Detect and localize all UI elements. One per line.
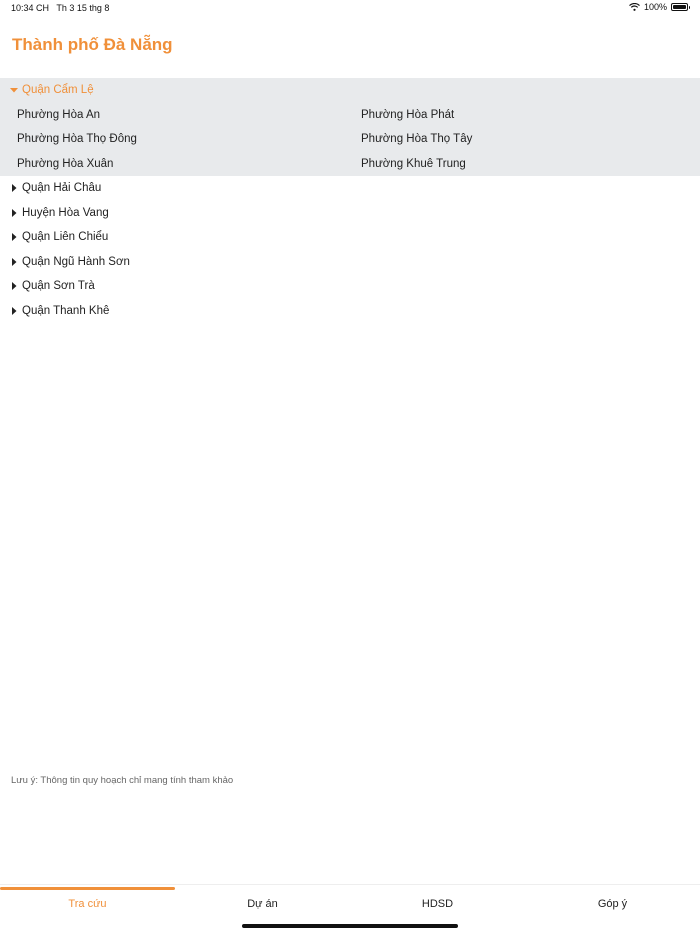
district-label: Quận Liên Chiểu <box>22 231 109 244</box>
district-tree <box>0 78 700 323</box>
status-bar <box>0 0 700 16</box>
district-label: Huyện Hòa Vang <box>22 206 109 219</box>
battery-percent: 100% <box>643 2 667 12</box>
tab-gop-y[interactable]: Góp ý <box>597 898 628 910</box>
tab-hdsd[interactable]: HDSD <box>421 898 454 910</box>
district-row[interactable] <box>0 274 700 299</box>
district-row[interactable] <box>0 225 700 250</box>
district-row-cam-le[interactable] <box>0 78 700 103</box>
district-label: Quận Cẩm Lệ <box>22 84 94 97</box>
ward-item[interactable]: Phường Khuê Trung <box>361 157 466 170</box>
ward-grid <box>0 103 700 177</box>
ward-item[interactable]: Phường Hòa Phát <box>361 108 455 121</box>
ward-item[interactable]: Phường Hòa Xuân <box>17 157 114 170</box>
caret-right-icon <box>10 209 18 217</box>
district-label: Quận Sơn Trà <box>22 280 95 293</box>
district-row[interactable] <box>0 176 700 201</box>
clock: 10:34 CH <box>11 3 50 13</box>
tab-tra-cuu[interactable]: Tra cứu <box>0 885 175 934</box>
tab-du-an[interactable]: Dự án <box>247 898 278 910</box>
disclaimer-note: Lưu ý: Thông tin quy hoạch chỉ mang tính tham khảo <box>11 775 234 786</box>
wifi-icon <box>629 3 640 11</box>
ward-item[interactable]: Phường Hòa An <box>17 108 101 121</box>
caret-down-icon <box>10 86 18 94</box>
date: Th 3 15 thg 8 <box>56 3 110 13</box>
battery-icon <box>671 3 688 11</box>
ward-item[interactable]: Phường Hòa Thọ Tây <box>361 133 473 146</box>
caret-right-icon <box>10 307 18 315</box>
caret-right-icon <box>10 282 18 290</box>
district-expanded-group <box>0 78 700 176</box>
district-label: Quận Ngũ Hành Sơn <box>22 255 130 268</box>
district-row[interactable] <box>0 250 700 275</box>
caret-right-icon <box>10 233 18 241</box>
page-title: Thành phố Đà Nẵng <box>12 35 173 54</box>
caret-right-icon <box>10 258 18 266</box>
district-label: Quận Hải Châu <box>22 182 102 195</box>
district-row[interactable] <box>0 299 700 324</box>
ward-item[interactable]: Phường Hòa Thọ Đông <box>17 133 137 146</box>
status-time <box>11 3 109 13</box>
district-row[interactable] <box>0 201 700 226</box>
home-indicator[interactable] <box>242 924 458 928</box>
caret-right-icon <box>10 184 18 192</box>
status-right <box>629 2 688 12</box>
district-label: Quận Thanh Khê <box>22 304 110 317</box>
